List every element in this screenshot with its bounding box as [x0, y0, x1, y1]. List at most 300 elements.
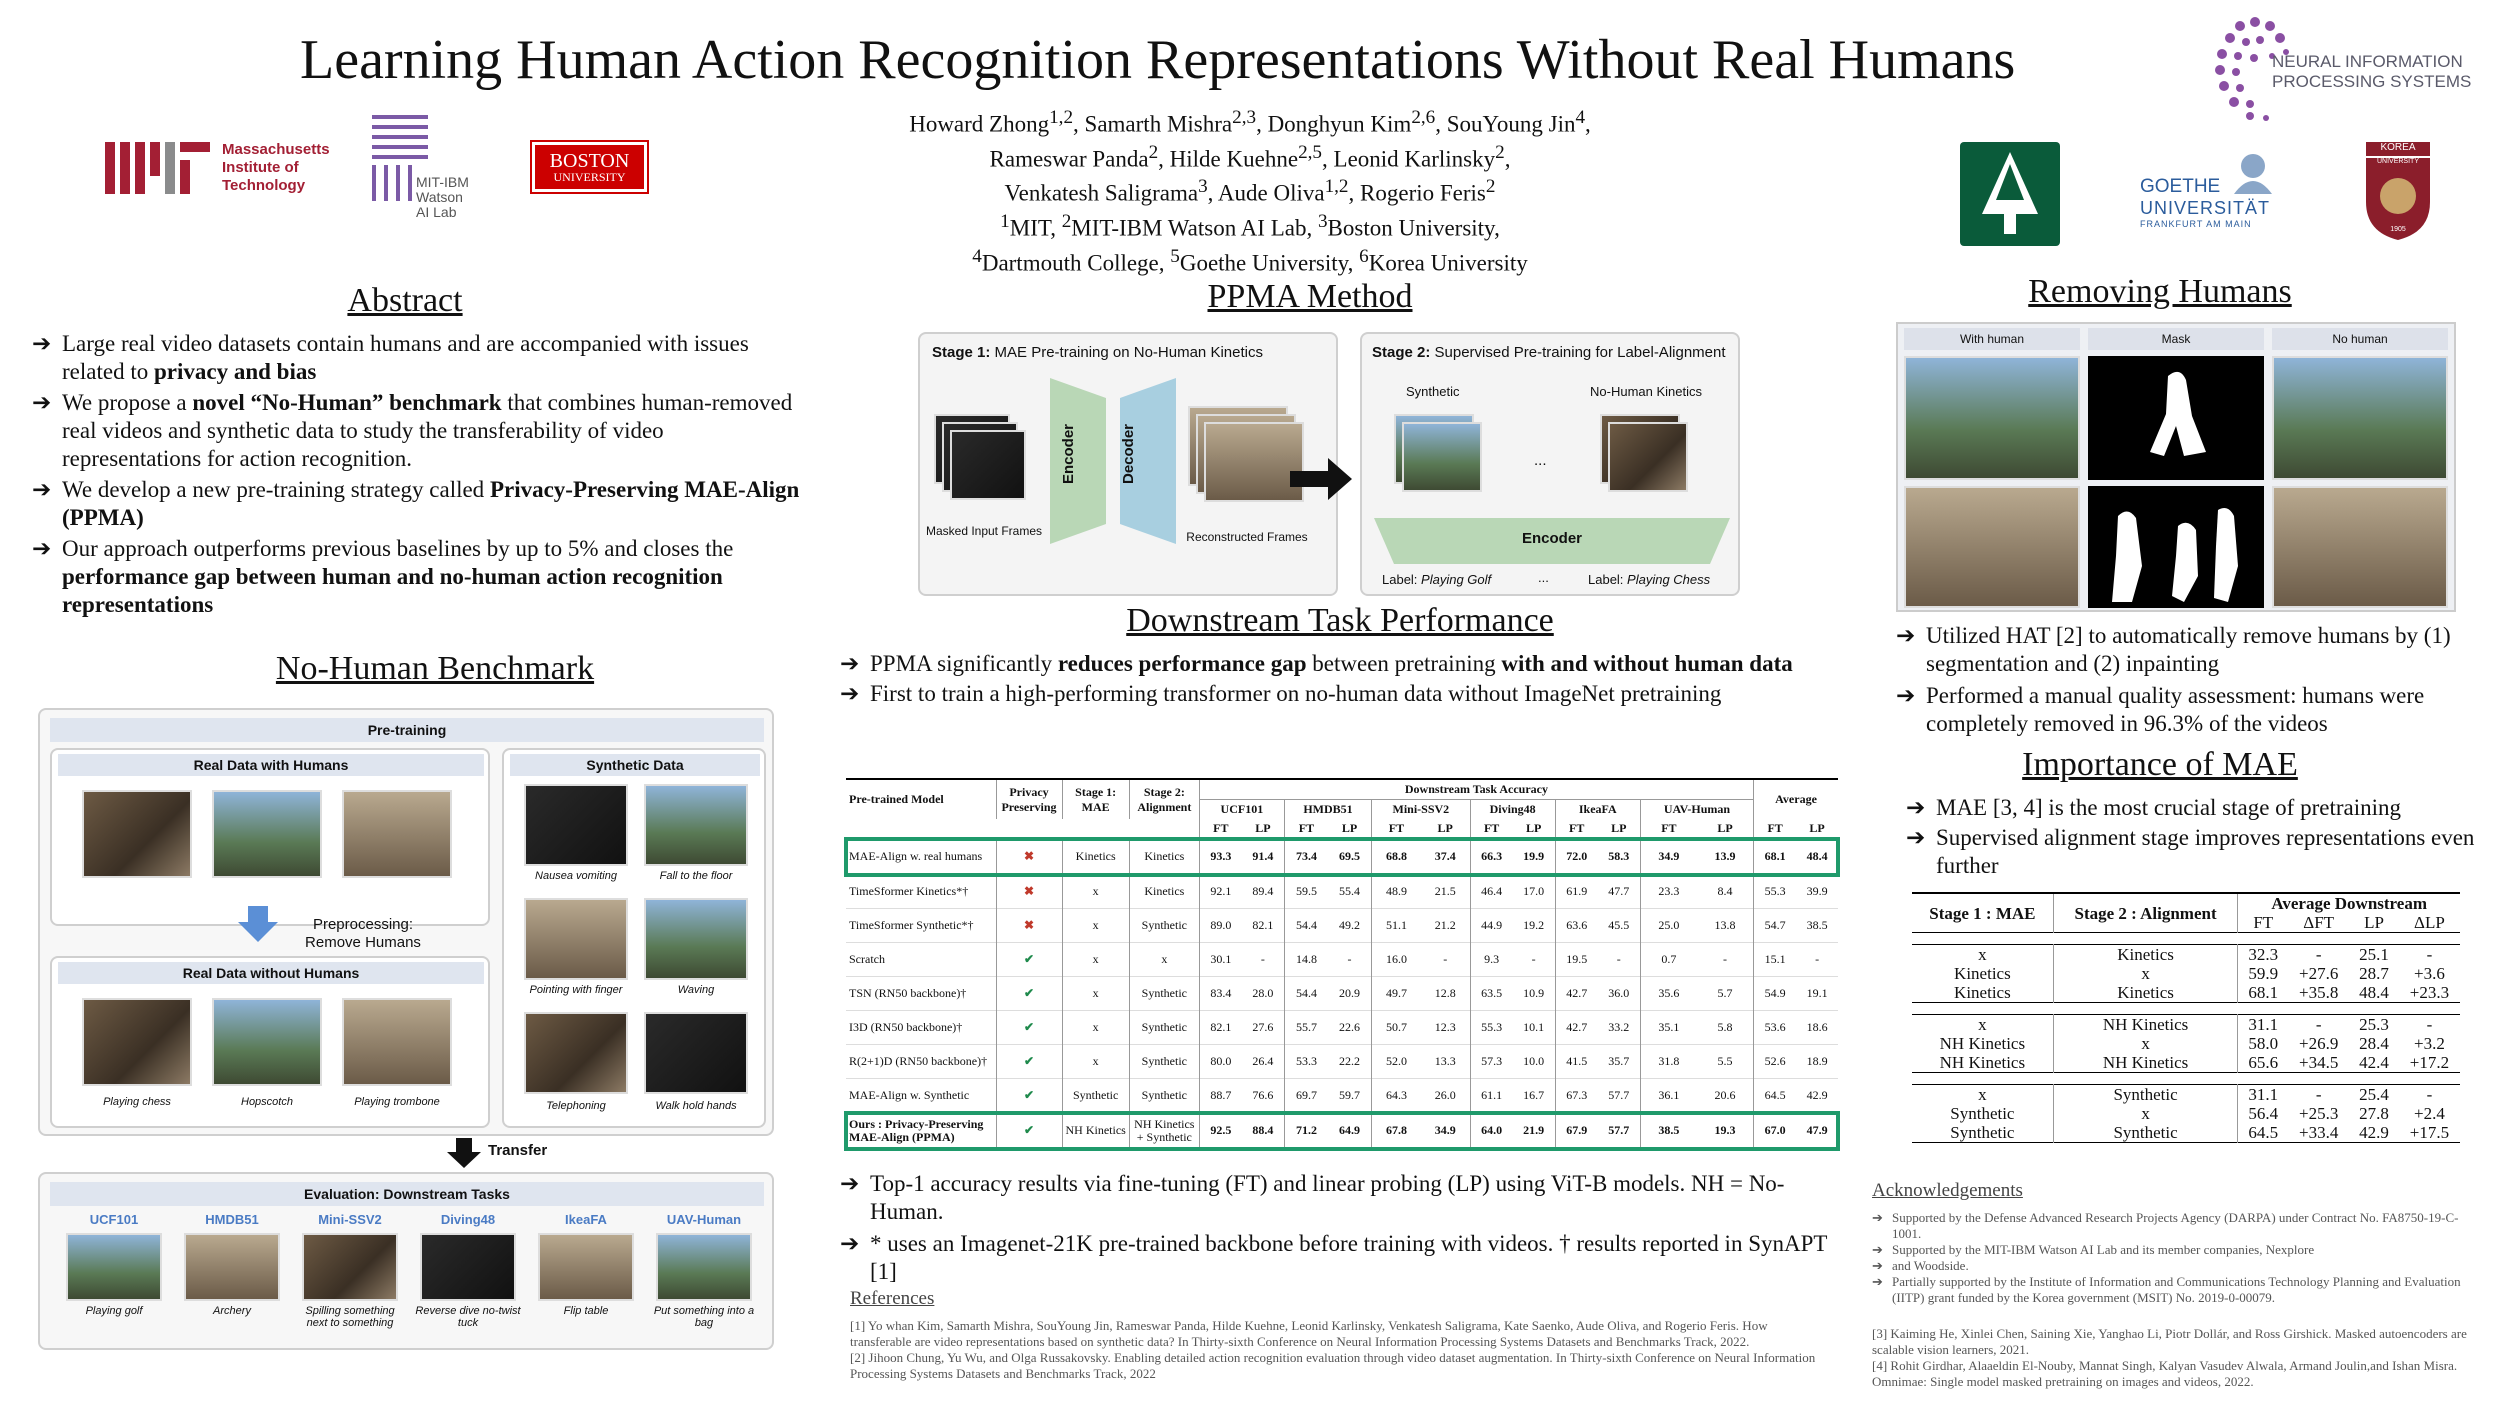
- cell-value: 67.0: [1754, 1113, 1797, 1149]
- cell-value: 20.9: [1339, 986, 1361, 1000]
- benchmark-heading: No-Human Benchmark: [275, 650, 595, 687]
- caption: Walk hold hands: [655, 1100, 737, 1112]
- real-with-humans-label: Real Data with Humans: [58, 754, 484, 776]
- cell-value: 92.1: [1199, 875, 1242, 909]
- cell-model: I3D (RN50 backbone)†: [849, 1020, 963, 1034]
- dartmouth-logo: [1960, 142, 2060, 246]
- cell-model: Ours : Privacy-Preserving MAE-Align (PPMA): [849, 1116, 984, 1144]
- mit-logo-mark: [105, 142, 210, 194]
- cell-value: 23.3: [1640, 875, 1697, 909]
- cell-value: 5.5: [1717, 1054, 1733, 1068]
- mae-cell: 25.1: [2359, 945, 2389, 964]
- check-icon: ✔: [1023, 1054, 1035, 1068]
- goethe-logo: [2140, 150, 2290, 240]
- stage2-title: Stage 2: Supervised Pre-training for Label-Alignment: [1372, 344, 1726, 361]
- cell-value: 57.7: [1608, 1088, 1630, 1102]
- mit-ibm-name-3: AI Lab: [416, 204, 457, 220]
- ack-item: ➔ and Woodside.: [1872, 1258, 1969, 1273]
- cell-value: 59.7: [1339, 1088, 1361, 1102]
- ppma-heading: PPMA Method: [1207, 278, 1413, 315]
- mit-name-1: Massachusetts: [222, 141, 330, 158]
- right-arrow-icon: [1290, 458, 1352, 500]
- caption: Playing trombone: [354, 1096, 440, 1108]
- cell-value: -: [1347, 952, 1352, 966]
- synthetic-frame: [1402, 422, 1482, 492]
- ack-heading: Acknowledgements: [1872, 1180, 2023, 1201]
- cell-value: 13.9: [1714, 849, 1736, 864]
- mae-cell: Synthetic: [2053, 1123, 2238, 1143]
- cross-icon: ✖: [1023, 918, 1035, 932]
- eval-task-thumb: [302, 1233, 398, 1301]
- cell-stage1: x: [1062, 1045, 1129, 1079]
- poster-title: Learning Human Action Recognition Representations Without Real Humans: [300, 29, 2016, 91]
- cell-value: 54.4: [1284, 977, 1328, 1011]
- cell-value: 88.7: [1199, 1079, 1242, 1113]
- results-table-wrapper: [846, 778, 1838, 1172]
- cell-model: TimeSformer Synthetic*†: [849, 918, 974, 932]
- mae-cell: Kinetics: [1912, 964, 2053, 983]
- mae-cell: +17.5: [2409, 1123, 2450, 1142]
- cell-value: 34.9: [1434, 1123, 1456, 1138]
- cell-value: 57.7: [1608, 1123, 1630, 1138]
- ack-item: ➔ Partially supported by the Institute of Information and Communications Technology Planning and Evaluation (IITP) grant funded by the Korea government (MSIT) No. 2019-0-00079.: [1872, 1274, 2461, 1305]
- mae-cell: NH Kinetics: [2053, 1015, 2238, 1035]
- thumb-chess-nohuman: [82, 998, 192, 1086]
- cell-stage1: x: [1062, 943, 1129, 977]
- cell-value: 10.0: [1523, 1054, 1545, 1068]
- cell-value: 61.9: [1555, 875, 1598, 909]
- caption: Playing chess: [103, 1096, 171, 1108]
- mae-cell: 68.1: [2248, 983, 2279, 1002]
- cell-value: 0.7: [1640, 943, 1697, 977]
- mae-th-col: ΔFT: [2303, 913, 2335, 932]
- pretraining-panel: [38, 708, 774, 1136]
- cell-value: 35.6: [1640, 977, 1697, 1011]
- abstract-item: ➔ We propose a novel “No-Human” benchmark that combines human-removed real videos and synthetic data to study the transferability of video representations for action recognition.: [32, 389, 802, 473]
- references-left: [850, 1318, 1820, 1382]
- check-icon: ✔: [1023, 1123, 1035, 1138]
- caption: Telephoning: [546, 1100, 606, 1112]
- mae-cell: 56.4: [2248, 1104, 2279, 1123]
- th-lp: LP: [1717, 821, 1733, 835]
- th-ft: FT: [1470, 819, 1513, 839]
- goethe-name-3: FRANKFURT AM MAIN: [2140, 219, 2252, 229]
- mae-cell: 58.0: [2248, 1034, 2279, 1053]
- mae-cell: +3.2: [2414, 1034, 2445, 1053]
- mae-th-col: ΔLP: [2414, 913, 2445, 932]
- cell-stage1: x: [1062, 909, 1129, 943]
- cell-value: 27.6: [1252, 1020, 1274, 1034]
- cell-value: 47.7: [1608, 883, 1630, 898]
- eval-task-thumb: [66, 1233, 162, 1301]
- mae-row: [1912, 1085, 2460, 1105]
- recon-frame: [1204, 422, 1304, 502]
- th-dataset: HMDB51: [1284, 800, 1371, 820]
- reference-item: [1] Yo whan Kim, Samarth Mishra, SouYoung Jin, Rameswar Panda, Hilde Kuehne, Leonid Karlinsky, Venkatesh Saligrama, Kate Saenko, Aude Oliva, and Rogerio Feris. How transferable are video representations based on synthetic data? In Thirty-sixth Conference on Neural Information Processing Systems Datasets and Benchmarks Track, 2022.: [850, 1318, 1768, 1349]
- bu-name-2: UNIVERSITY: [553, 169, 626, 184]
- th-ft: FT: [1555, 819, 1598, 839]
- cell-value: 64.5: [1754, 1079, 1797, 1113]
- mae-row: [1912, 1123, 2460, 1143]
- cell-value: 51.1: [1372, 909, 1421, 943]
- mae-cell: Synthetic: [1912, 1123, 2053, 1143]
- mae-cell: +3.6: [2414, 964, 2445, 983]
- mae-cell: +23.3: [2409, 983, 2450, 1002]
- abstract-item: ➔ Our approach outperforms previous baselines by up to 5% and closes the performance gap between human and no-human action recognition representations: [32, 535, 802, 619]
- abstract-item: ➔ We develop a new pre-training strategy called Privacy-Preserving MAE-Align (PPMA): [32, 476, 802, 532]
- note-item: ➔ Top-1 accuracy results via fine-tuning (FT) and linear probing (LP) using ViT-B models. NH = No-Human.: [840, 1170, 1840, 1226]
- cell-model: TimeSformer Kinetics*†: [849, 883, 969, 898]
- cell-value: 10.9: [1523, 986, 1545, 1000]
- mae-th-stage1: Stage 1 : MAE: [1912, 893, 2053, 933]
- cross-icon: ✖: [1023, 849, 1035, 864]
- mae-cell: x: [2053, 1034, 2238, 1053]
- synthetic-data-panel: [502, 748, 766, 1128]
- eval-task-name: Diving48: [440, 1212, 496, 1227]
- th-ft: FT: [1199, 819, 1242, 839]
- masked-frame: [950, 430, 1026, 500]
- mae-cell: 28.4: [2359, 1034, 2389, 1053]
- th-lp: LP: [1809, 821, 1825, 835]
- cell-stage2: Kinetics: [1129, 839, 1199, 875]
- cell-stage2: Kinetics: [1129, 875, 1199, 909]
- cell-value: 57.3: [1470, 1045, 1513, 1079]
- court-with-human: [1904, 486, 2080, 608]
- cell-value: -: [1616, 952, 1621, 966]
- cell-value: -: [1443, 952, 1448, 966]
- mit-logo: [105, 138, 335, 198]
- mask-silhouette: [2088, 356, 2264, 480]
- mae-cell: +27.6: [2298, 964, 2339, 983]
- mae-row: [1912, 1053, 2460, 1073]
- caption: Pointing with finger: [529, 984, 623, 996]
- caption: Nausea vomiting: [535, 870, 617, 882]
- mae-cell: -: [2315, 1015, 2322, 1034]
- col-with-human: With human: [1904, 328, 2080, 350]
- cell-value: 26.0: [1434, 1088, 1456, 1102]
- th-lp: LP: [1611, 821, 1627, 835]
- mae-cell: +17.2: [2409, 1053, 2450, 1072]
- mae-row: [1912, 1015, 2460, 1035]
- mae-cell: x: [2053, 1104, 2238, 1123]
- cell-stage2: Synthetic: [1129, 909, 1199, 943]
- pretraining-label: Pre-training: [50, 718, 764, 742]
- cell-value: 38.5: [1640, 1113, 1697, 1149]
- mit-name-2: Institute of: [222, 159, 299, 176]
- mae-cell: +2.4: [2414, 1104, 2445, 1123]
- mae-cell: NH Kinetics: [1912, 1053, 2053, 1073]
- recon-label: Reconstructed Frames: [1186, 530, 1308, 544]
- cell-value: 59.5: [1284, 875, 1328, 909]
- cell-stage1: x: [1062, 1011, 1129, 1045]
- table-row: [846, 977, 1838, 1011]
- nohuman-frame: [1608, 422, 1688, 492]
- eval-task-caption: Spilling something next to something: [305, 1305, 395, 1329]
- abstract-heading: Abstract: [347, 282, 463, 319]
- cell-value: 88.4: [1252, 1123, 1274, 1138]
- cell-value: 92.5: [1199, 1113, 1242, 1149]
- synthetic-data-label: Synthetic Data: [510, 754, 760, 776]
- downstream-item: ➔ PPMA significantly reduces performance gap between pretraining with and without human data: [840, 650, 1800, 678]
- ack-item: ➔ Supported by the MIT-IBM Watson AI Lab and its member companies, Nexplore: [1872, 1242, 2315, 1257]
- thumb-chess-human: [82, 790, 192, 878]
- cell-value: -: [1723, 952, 1728, 966]
- mae-cell: x: [2053, 964, 2238, 983]
- th-lp: LP: [1437, 821, 1453, 835]
- thumb-synthetic: [524, 898, 628, 980]
- mae-list: [1906, 794, 2486, 880]
- cell-stage2: Synthetic: [1129, 1079, 1199, 1113]
- dartmouth-tree-icon: [1960, 142, 2060, 246]
- stage1-panel: [918, 332, 1338, 596]
- court-no-human: [2272, 486, 2448, 608]
- cell-value: 68.8: [1372, 839, 1421, 875]
- thumb-trombone-human: [342, 790, 452, 878]
- eval-task-1: [176, 1212, 288, 1346]
- th-ft: FT: [1284, 819, 1328, 839]
- mae-cell: -: [2426, 945, 2433, 964]
- mae-cell: -: [2315, 945, 2322, 964]
- korea-name-1: KOREA: [2380, 142, 2416, 153]
- cell-value: 49.7: [1372, 977, 1421, 1011]
- eval-task-caption: Put something into a bag: [653, 1305, 755, 1329]
- cell-value: 52.0: [1372, 1045, 1421, 1079]
- cell-value: 52.6: [1754, 1045, 1797, 1079]
- mae-cell: 64.5: [2248, 1123, 2279, 1142]
- cell-value: 19.3: [1714, 1123, 1736, 1138]
- table-row: [846, 909, 1838, 943]
- mit-name-3: Technology: [222, 177, 306, 194]
- cell-value: 67.3: [1555, 1079, 1598, 1113]
- mae-cell: 32.3: [2248, 945, 2279, 964]
- references-right: [1872, 1326, 2488, 1390]
- eval-task-name: IkeaFA: [565, 1212, 607, 1227]
- mae-cell: 59.9: [2248, 964, 2279, 983]
- masked-label: Masked Input Frames: [925, 524, 1043, 538]
- mae-cell: +25.3: [2298, 1104, 2339, 1123]
- table-row: [846, 875, 1838, 909]
- cell-value: 30.1: [1199, 943, 1242, 977]
- eval-task-name: Mini-SSV2: [318, 1212, 382, 1227]
- references-heading: References: [850, 1288, 935, 1309]
- ack-list: [1872, 1210, 2472, 1306]
- cell-value: 91.4: [1252, 849, 1274, 864]
- mae-cell: 25.3: [2359, 1015, 2389, 1034]
- neurips-name-2: PROCESSING SYSTEMS: [2272, 72, 2472, 91]
- nohuman-label: No-Human Kinetics: [1590, 384, 1702, 399]
- cell-value: 82.1: [1252, 918, 1274, 932]
- check-icon: ✔: [1023, 952, 1035, 966]
- mae-row: [1912, 945, 2460, 965]
- th-dataset: IkeaFA: [1555, 800, 1640, 820]
- mae-row: [1912, 1034, 2460, 1053]
- reference-item: [2] Jihoon Chung, Yu Wu, and Olga Russakovsky. Enabling detailed action recognition evaluation through video dataset augmentation. In Thirty-sixth Conference on Neural Information Processing Systems Datasets and Benchmarks Track, 2022: [850, 1350, 1816, 1381]
- eval-task-thumb: [420, 1233, 516, 1301]
- cell-value: 16.0: [1372, 943, 1421, 977]
- mae-cell: -: [2426, 1015, 2433, 1034]
- cell-value: 66.3: [1470, 839, 1513, 875]
- eval-task-3: [412, 1212, 524, 1346]
- mae-cell: -: [2426, 1085, 2433, 1104]
- eval-task-thumb: [656, 1233, 752, 1301]
- table-row: [846, 1045, 1838, 1079]
- cell-value: 35.1: [1640, 1011, 1697, 1045]
- mae-row: [1912, 1104, 2460, 1123]
- th-model: Pre-trained Model: [849, 792, 944, 806]
- cell-value: 64.9: [1339, 1123, 1361, 1138]
- cell-model: TSN (RN50 backbone)†: [849, 986, 967, 1000]
- cell-value: 39.9: [1806, 883, 1828, 898]
- real-without-humans-panel: [50, 956, 490, 1128]
- th-average: Average: [1754, 779, 1838, 819]
- mae-cell: 42.4: [2359, 1053, 2389, 1072]
- decoder-label: Decoder: [1120, 423, 1137, 485]
- th-lp: LP: [1341, 821, 1358, 835]
- cell-value: 28.0: [1252, 986, 1274, 1000]
- cell-value: -: [1815, 952, 1820, 966]
- mae-cell: 65.6: [2248, 1053, 2279, 1072]
- caption: Fall to the floor: [659, 870, 733, 882]
- ack-item: ➔ Supported by the Defense Advanced Research Projects Agency (DARPA) under Contract No. FA8750-19-C-1001.: [1872, 1210, 2459, 1241]
- table-row: [846, 1079, 1838, 1113]
- downstream-heading: Downstream Task Performance: [1126, 602, 1554, 639]
- mae-cell: 48.4: [2359, 983, 2389, 1002]
- mae-heading: Importance of MAE: [2022, 746, 2298, 783]
- mit-ibm-logo: [372, 115, 482, 220]
- mae-cell: +35.8: [2298, 983, 2339, 1002]
- removing-list: [1896, 622, 2476, 738]
- cell-value: 44.9: [1470, 909, 1513, 943]
- cell-value: 12.8: [1434, 986, 1456, 1000]
- cell-value: 8.4: [1717, 883, 1733, 898]
- cell-value: 73.4: [1284, 839, 1328, 875]
- preprocessing-text: Preprocessing: Remove Humans: [305, 916, 421, 951]
- skate-mask: [2088, 356, 2264, 480]
- cell-value: 49.2: [1339, 918, 1361, 932]
- eval-task-4: [530, 1212, 642, 1346]
- cell-value: 21.2: [1434, 918, 1456, 932]
- cell-value: 55.4: [1339, 883, 1361, 898]
- mae-cell: +34.5: [2298, 1053, 2339, 1072]
- th-lp: LP: [1526, 821, 1542, 835]
- cell-value: 19.1: [1806, 986, 1828, 1000]
- removing-item: ➔ Utilized HAT [2] to automatically remove humans by (1) segmentation and (2) inpainting: [1896, 622, 2476, 678]
- note-item: ➔ * uses an Imagenet-21K pre-trained backbone before training with videos. † results reported in SynAPT [1]: [840, 1230, 1840, 1286]
- cell-value: 69.5: [1339, 849, 1361, 864]
- removing-heading: Removing Humans: [2028, 273, 2292, 310]
- thumb-trombone-nohuman: [342, 998, 452, 1086]
- cell-value: 15.1: [1754, 943, 1797, 977]
- mae-cell: 25.4: [2359, 1085, 2389, 1104]
- mit-ibm-name-1: MIT-IBM: [416, 174, 469, 190]
- cell-value: 22.6: [1339, 1020, 1361, 1034]
- cell-value: 53.3: [1284, 1045, 1328, 1079]
- th-ft: FT: [1372, 819, 1421, 839]
- neurips-logo: [2210, 12, 2490, 132]
- th-privacy: Privacy Preserving: [996, 779, 1062, 819]
- eval-task-5: [648, 1212, 760, 1346]
- table-row: [846, 943, 1838, 977]
- cell-stage2: NH Kinetics + Synthetic: [1129, 1113, 1199, 1149]
- cell-value: -: [1531, 952, 1536, 966]
- cell-value: 9.3: [1470, 943, 1513, 977]
- downstream-item: ➔ First to train a high-performing transformer on no-human data without ImageNet pretraining: [840, 680, 1800, 708]
- affil-line-1: $^1$MIT, $^2$MIT-IBM Watson AI Lab, $^3$Boston University,: [1000, 211, 1500, 241]
- cell-value: 61.1: [1470, 1079, 1513, 1113]
- label-golf: Label: Playing Golf: [1382, 572, 1492, 587]
- th-dataset: UCF101: [1199, 800, 1284, 820]
- cell-value: 42.9: [1806, 1088, 1828, 1102]
- mae-cell: Kinetics: [2053, 945, 2238, 965]
- downstream-list: [840, 650, 1800, 708]
- mae-cell: Kinetics: [1912, 983, 2053, 1003]
- authors-line-1: Howard Zhong$^{1,2}$, Samarth Mishra$^{2,3}$, Donghyun Kim$^{2,6}$, SouYoung Jin$^4$,: [909, 107, 1591, 137]
- cell-model: MAE-Align w. Synthetic: [849, 1088, 970, 1102]
- mae-cell: x: [1912, 1015, 2053, 1035]
- mae-th-col: LP: [2364, 913, 2384, 932]
- cell-value: 54.4: [1284, 909, 1328, 943]
- cell-value: 35.7: [1608, 1054, 1630, 1068]
- eval-task-name: HMDB51: [205, 1212, 259, 1227]
- cell-value: 68.1: [1754, 839, 1797, 875]
- mae-cell: x: [1912, 1085, 2053, 1105]
- eval-task-name: UCF101: [89, 1212, 139, 1227]
- mit-ibm-name-2: Watson: [416, 189, 463, 205]
- cell-value: 76.6: [1252, 1088, 1274, 1102]
- eval-task-0: [58, 1212, 170, 1346]
- cell-value: 67.9: [1555, 1113, 1598, 1149]
- cell-value: 16.7: [1523, 1088, 1545, 1102]
- skate-no-human: [2272, 356, 2448, 480]
- cell-value: 36.1: [1640, 1079, 1697, 1113]
- affil-line-2: $^4$Dartmouth College, $^5$Goethe University, $^6$Korea University: [972, 245, 1528, 276]
- cell-value: 64.3: [1372, 1079, 1421, 1113]
- cell-value: 83.4: [1199, 977, 1242, 1011]
- col-no-human: No human: [2272, 328, 2448, 350]
- real-without-humans-label: Real Data without Humans: [58, 962, 484, 984]
- table-row: [846, 839, 1838, 875]
- cell-value: 21.9: [1523, 1123, 1545, 1138]
- cell-value: 19.2: [1523, 918, 1545, 932]
- cell-value: 42.7: [1555, 1011, 1598, 1045]
- cell-value: 64.0: [1470, 1113, 1513, 1149]
- transfer-label: Transfer: [488, 1142, 548, 1159]
- cell-value: 80.0: [1199, 1045, 1242, 1079]
- check-icon: ✔: [1023, 986, 1035, 1000]
- cell-value: 54.9: [1754, 977, 1797, 1011]
- cell-value: 71.2: [1284, 1113, 1328, 1149]
- cell-value: 54.7: [1754, 909, 1797, 943]
- stage1-title: Stage 1: MAE Pre-training on No-Human Kinetics: [932, 344, 1263, 361]
- authors-line-2: Rameswar Panda$^2$, Hilde Kuehne$^{2,5}$, Leonid Karlinsky$^2$,: [989, 141, 1511, 172]
- mae-cell: 28.7: [2359, 964, 2389, 983]
- mae-cell: 31.1: [2248, 1015, 2279, 1034]
- cell-value: 14.8: [1284, 943, 1328, 977]
- mae-th-stage2: Stage 2 : Alignment: [2053, 893, 2238, 933]
- mae-item: ➔ Supervised alignment stage improves representations even further: [1906, 824, 2486, 880]
- reference-item: [4] Rohit Girdhar, Alaaeldin El-Nouby, Mannat Singh, Kalyan Vasudev Alwala, Armand Joulin,and Ishan Misra. Omnimae: Single model masked pretraining on images and videos, 2022.: [1872, 1358, 2458, 1389]
- evaluation-label: Evaluation: Downstream Tasks: [50, 1182, 764, 1206]
- thumb-synthetic: [644, 784, 748, 866]
- eval-task-caption: Playing golf: [85, 1305, 143, 1317]
- th-dataset: UAV-Human: [1640, 800, 1753, 820]
- eval-task-name: UAV-Human: [666, 1212, 742, 1227]
- mae-cell: +33.4: [2298, 1123, 2339, 1142]
- th-dataset: Mini-SSV2: [1372, 800, 1471, 820]
- cell-value: 72.0: [1555, 839, 1598, 875]
- real-with-humans-panel: [50, 748, 490, 926]
- cell-value: 5.8: [1717, 1020, 1733, 1034]
